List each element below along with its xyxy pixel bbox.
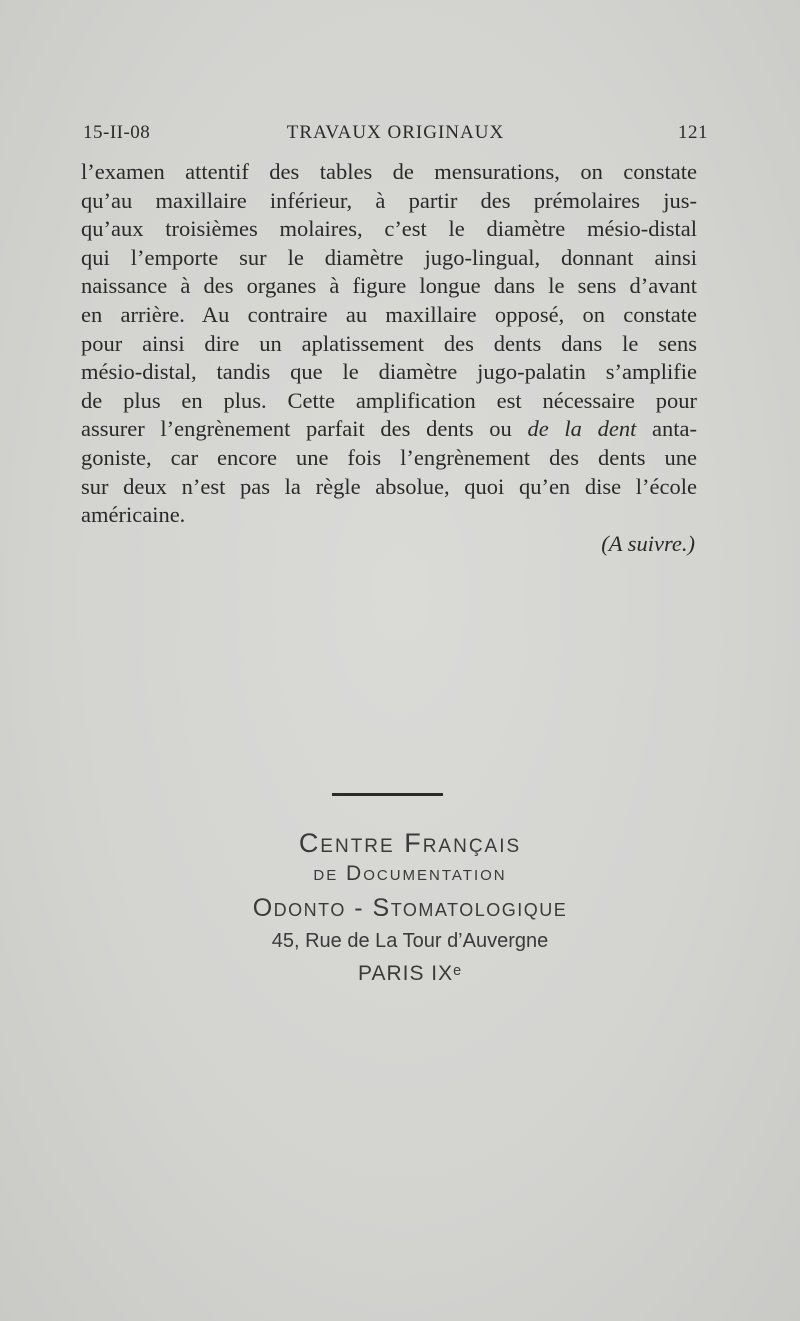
text-line-with-italic bbox=[81, 415, 697, 444]
section-divider bbox=[332, 793, 443, 796]
text-line: de plus en plus. Cette amplification est nécessaire pour bbox=[81, 387, 697, 413]
text-line: pour ainsi dire un aplatissement des dents dans le sens bbox=[81, 330, 697, 356]
text-line: qu’au maxillaire inférieur, à partir des prémolaires jus- bbox=[81, 187, 697, 213]
stamp-city: PARIS IXᵉ bbox=[358, 962, 462, 985]
text-line-last: américaine. bbox=[81, 502, 186, 528]
stamp-address: 45, Rue de La Tour d’Auvergne bbox=[271, 930, 549, 952]
text-line: naissance à des organes à figure longue dans le sens d’avant bbox=[81, 273, 697, 299]
text-line: sur deux n’est pas la règle absolue, quoi qu’en dise l’école bbox=[81, 473, 697, 499]
header-section-title: TRAVAUX ORIGINAUX bbox=[286, 122, 505, 143]
text-line: qui l’emporte sur le diamètre jugo-lingual, donnant ainsi bbox=[81, 244, 697, 270]
text-line: qu’aux troisièmes molaires, c’est le diamètre mésio-distal bbox=[81, 216, 697, 242]
stamp-line-3: Odonto - Stomatologique bbox=[252, 894, 568, 922]
library-stamp bbox=[240, 828, 580, 992]
italic-phrase: de la dent bbox=[527, 416, 637, 442]
text-line: goniste, car encore une fois l’engrènement des dents une bbox=[81, 444, 697, 470]
stamp-line-2: de Documentation bbox=[313, 862, 507, 885]
text-line: mésio-distal, tandis que le diamètre jugo-palatin s’amplifie bbox=[81, 359, 697, 385]
header-date: 15-II-08 bbox=[83, 122, 151, 143]
text-segment: anta- bbox=[652, 416, 697, 442]
page-number: 121 bbox=[678, 122, 708, 143]
text-line: l’examen attentif des tables de mensurations, on constate bbox=[81, 159, 697, 184]
stamp-line-1: Centre Français bbox=[298, 828, 522, 858]
text-segment: assurer l’engrènement parfait des dents ou bbox=[81, 416, 512, 442]
continued-note: (A suivre.) bbox=[601, 530, 695, 556]
running-head bbox=[83, 122, 708, 148]
article-text bbox=[81, 158, 697, 558]
text-line: en arrière. Au contraire au maxillaire opposé, on constate bbox=[81, 301, 697, 327]
